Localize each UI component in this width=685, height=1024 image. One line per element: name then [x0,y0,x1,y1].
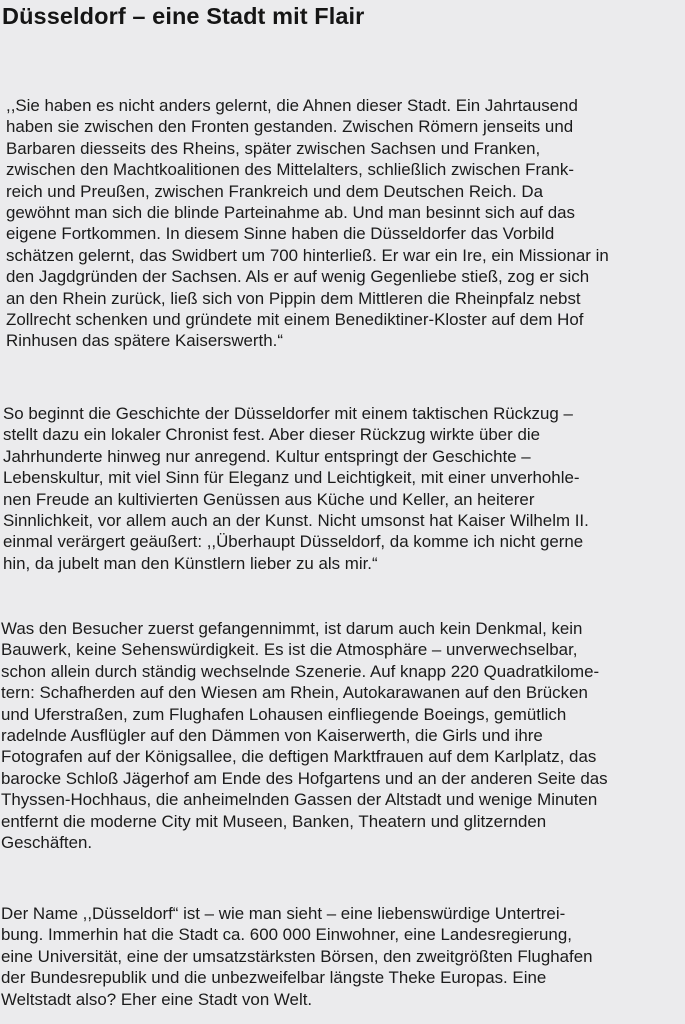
text-line: Sinnlichkeit, vor allem auch an der Kunst. Nicht umsonst hat Kaiser Wilhelm II. [3,511,589,531]
text-line: Thyssen-Hochhaus, die anheimelnden Gassen der Altstadt und wenige Minuten [1,790,598,810]
text-line: schon allein durch ständig wechselnde Szenerie. Auf knapp 220 Quadratkilome- [1,661,600,681]
text-line: einmal verärgert geäußert: ,,Überhaupt Düsseldorf, da komme ich nicht gerne [3,532,584,552]
text-line: Was den Besucher zuerst gefangennimmt, ist darum auch kein Denkmal, kein [1,619,583,638]
text-line: hin, da jubelt man den Künstlern lieber zu als mir.“ [3,553,378,573]
text-line: Der Name ,,Düsseldorf“ ist – wie man sieht – eine liebenswürdige Untertrei- [1,904,566,923]
text-line: Weltstadt also? Eher eine Stadt von Welt. [1,989,313,1009]
text-line: tern: Schafherden auf den Wiesen am Rhein, Autokarawanen auf den Brücken [1,683,588,703]
text-line: entfernt die moderne City mit Museen, Banken, Theatern und glitzernden [1,811,547,831]
text-line: eigene Fortkommen. In diesem Sinne haben die Düsseldorfer das Vorbild [6,224,555,244]
text-line: Fotografen auf der Königsallee, die deftigen Marktfrauen auf dem Karlplatz, das [1,747,597,767]
text-line: der Bundesrepublik und die unbezweifelbar längste Theke Europas. Eine [1,968,547,988]
text-line: Geschäften. [1,833,93,853]
paragraph-3 [1,618,681,853]
paragraph-2 [3,403,681,574]
text-line: Lebenskultur, mit viel Sinn für Eleganz und Leichtigkeit, mit einer unverhohle- [3,468,580,488]
text-line: gewöhnt man sich die blinde Parteinahme ab. Und man besinnt sich auf das [6,203,575,223]
page-title: Düsseldorf – eine Stadt mit Flair [2,3,365,29]
text-line: nen Freude an kultivierten Genüssen aus Küche und Keller, an heiterer [3,489,535,509]
text-line: stellt dazu ein lokaler Chronist fest. Aber dieser Rückzug wirkte über die [3,425,541,445]
text-line: Rinhusen das spätere Kaiserswerth.“ [6,331,283,351]
text-line: radelnde Ausflügler auf den Dämmen von Kaiserwerth, die Girls und ihre [1,726,543,746]
text-line: barocke Schloß Jägerhof am Ende des Hofgartens und an der anderen Seite das [1,768,608,788]
text-line: haben sie zwischen den Fronten gestanden. Zwischen Römern jenseits und [6,117,574,137]
text-line: zwischen den Machtkoalitionen des Mittelalters, schließlich zwischen Frank- [6,160,574,180]
text-line: bung. Immerhin hat die Stadt ca. 600 000 Einwohner, eine Landesregierung, [1,925,572,945]
text-line: Jahrhunderte hinweg nur anregend. Kultur entspringt der Geschichte – [3,446,531,466]
paragraph-4 [1,903,681,1010]
text-line: Zollrecht schenken und gründete mit einem Benediktiner-Kloster auf dem Hof [6,310,584,330]
text-line: reich und Preußen, zwischen Frankreich und dem Deutschen Reich. Da [6,181,544,201]
text-line: an den Rhein zurück, ließ sich von Pippin dem Mittleren die Rheinpfalz nebst [6,288,581,308]
text-line: eine Universität, eine der umsatzstärksten Börsen, den zweitgrößten Flughafen [1,946,593,966]
text-line: den Jagdgründen der Sachsen. Als er auf wenig Gegenliebe stieß, zog er sich [6,267,590,287]
text-line: schätzen gelernt, das Swidbert um 700 hinterließ. Er war ein Ire, ein Missionar in [6,245,609,265]
paragraph-1 [6,95,681,352]
text-line: ,,Sie haben es nicht anders gelernt, die Ahnen dieser Stadt. Ein Jahrtausend [6,96,578,115]
text-line: und Uferstraßen, zum Flughafen Lohausen einfliegende Boeings, gemütlich [1,704,567,724]
text-line: Barbaren diesseits des Rheins, später zwischen Sachsen und Franken, [6,138,541,158]
text-line: Bauwerk, keine Sehenswürdigkeit. Es ist die Atmosphäre – unverwechselbar, [1,640,578,660]
text-line: So beginnt die Geschichte der Düsseldorfer mit einem taktischen Rückzug – [3,404,573,423]
